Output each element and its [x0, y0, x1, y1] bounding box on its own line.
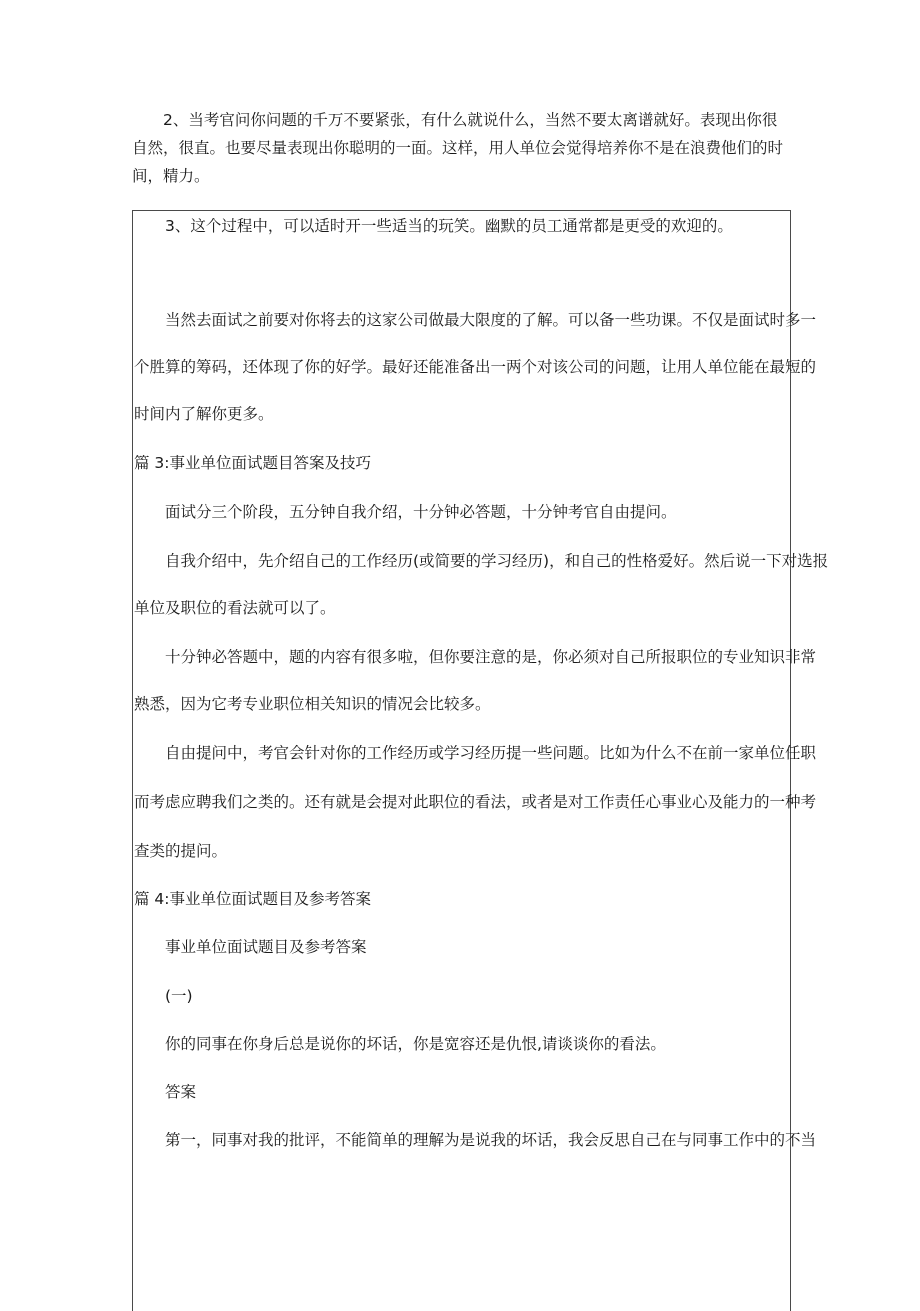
free-line-1: 自由提问中，考官会针对你的工作经历或学习经历提一些问题。比如为什么不在前一家单位任职 — [165, 744, 817, 762]
question-line: 你的同事在你身后总是说你的坏话，你是宽容还是仇恨,请谈谈你的看法。 — [165, 1035, 666, 1053]
section-heading-4: 篇 4:事业单位面试题目及参考答案 — [134, 890, 372, 908]
free-line-2: 而考虑应聘我们之类的。还有就是会提对此职位的看法，或者是对工作责任心事业心及能力的一种考 — [134, 793, 817, 811]
section-one-label: (一) — [165, 987, 193, 1005]
subtitle: 事业单位面试题目及参考答案 — [165, 938, 367, 956]
tip-humor: 3、这个过程中，可以适时开一些适当的玩笑。幽默的员工通常都是更受的欢迎的。 — [165, 217, 733, 235]
top-paragraph: 2、当考官问你问题的千万不要紧张，有什么就说什么，当然不要太离谱就好。表现出你很自然，很直。也要尽量表现出你聪明的一面。这样，用人单位会觉得培养你不是在浪费他们的时间，精力。 — [132, 111, 784, 185]
prep-line-3: 时间内了解你更多。 — [134, 405, 274, 423]
stages-line: 面试分三个阶段，五分钟自我介绍，十分钟必答题，十分钟考官自由提问。 — [165, 503, 677, 521]
intro-line-2: 单位及职位的看法就可以了。 — [134, 599, 336, 617]
free-line-3: 查类的提问。 — [134, 842, 228, 860]
prep-line-1: 当然去面试之前要对你将去的这家公司做最大限度的了解。可以备一些功课。不仅是面试时多一 — [165, 311, 817, 329]
answer-label: 答案 — [165, 1083, 197, 1101]
section-heading-3: 篇 3:事业单位面试题目答案及技巧 — [134, 454, 372, 472]
required-line-2: 熟悉，因为它考专业职位相关知识的情况会比较多。 — [134, 695, 491, 713]
prep-line-2: 个胜算的筹码，还体现了你的好学。最好还能准备出一两个对该公司的问题，让用人单位能在最短的 — [134, 358, 817, 376]
required-line-1: 十分钟必答题中，题的内容有很多啦，但你要注意的是，你必须对自己所报职位的专业知识非常 — [165, 648, 817, 666]
answer-line-1: 第一，同事对我的批评，不能简单的理解为是说我的坏话，我会反思自己在与同事工作中的不当 — [165, 1131, 817, 1149]
intro-line-1: 自我介绍中，先介绍自己的工作经历(或简要的学习经历)，和自己的性格爱好。然后说一下对选报 — [165, 552, 829, 570]
